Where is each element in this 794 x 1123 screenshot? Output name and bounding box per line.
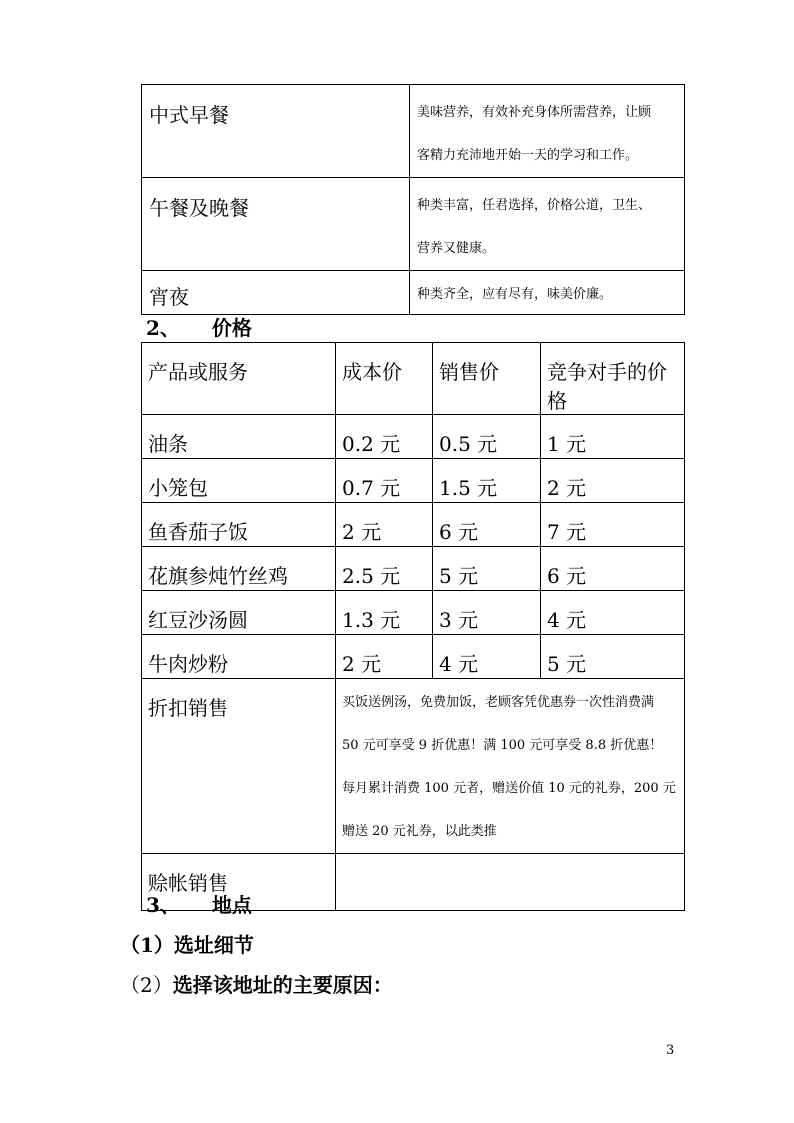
menu-desc-line: 客精力充沛地开始一天的学习和工作。 [417,148,639,163]
product-cell: 牛肉炒粉 [142,635,336,679]
page-number: 3 [666,1043,675,1058]
price-row [142,547,685,591]
credit-value [336,854,685,911]
competitor-cell: 2 元 [541,459,685,503]
menu-desc-line: 种类齐全，应有尽有，味美价廉。 [417,287,613,302]
sale-cell: 5 元 [433,547,541,591]
discount-line: 50 元可享受 9 折优惠！满 100 元可享受 8.8 折优惠！ [342,738,663,753]
cost-cell: 2.5 元 [336,547,433,591]
product-cell: 油条 [142,415,336,459]
product-cell: 鱼香茄子饭 [142,503,336,547]
price-row [142,415,685,459]
price-row [142,503,685,547]
sale-cell: 1.5 元 [433,459,541,503]
menu-desc [410,178,685,271]
menu-name: 宵夜 [142,271,410,315]
menu-desc [410,85,685,178]
menu-name: 中式早餐 [142,85,410,178]
cost-cell: 2 元 [336,503,433,547]
price-row [142,591,685,635]
price-row [142,459,685,503]
sale-cell: 0.5 元 [433,415,541,459]
header-cell: 产品或服务 [142,343,336,415]
menu-name: 午餐及晚餐 [142,178,410,271]
sub1-heading [120,929,254,958]
discount-desc [336,679,685,854]
sub1-title: 选址细节 [173,933,254,957]
cost-cell: 0.7 元 [336,459,433,503]
menu-row [142,85,685,178]
header-cell: 竞争对手的价格 [541,343,685,415]
sale-cell: 3 元 [433,591,541,635]
competitor-cell: 4 元 [541,591,685,635]
section3-number: 3、 [146,893,180,917]
menu-desc-line: 种类丰富，任君选择，价格公道，卫生、 [417,198,652,213]
cost-cell: 2 元 [336,635,433,679]
section3-heading [146,889,252,918]
sale-cell: 4 元 [433,635,541,679]
sub2-number: （2） [120,973,173,997]
discount-line: 买饭送例汤，免费加饭，老顾客凭优惠券一次性消费满 [342,695,655,710]
cost-cell: 0.2 元 [336,415,433,459]
section2-number: 2、 [146,316,180,340]
section2-title: 价格 [211,316,252,340]
competitor-cell: 7 元 [541,503,685,547]
sub2-title: 选择该地址的主要原因： [172,973,393,997]
menu-desc-line: 美味营养，有效补充身体所需营养，让顾 [417,105,652,120]
menu-row [142,178,685,271]
sale-cell: 6 元 [433,503,541,547]
price-table [141,342,685,911]
sub2-heading [120,969,393,998]
credit-label: 赊帐销售 [142,854,336,911]
section2-heading [146,312,252,341]
discount-line: 每月累计消费 100 元者，赠送价值 10 元的礼券，200 元 [342,781,676,796]
discount-row [142,679,685,854]
competitor-cell: 6 元 [541,547,685,591]
product-cell: 红豆沙汤圆 [142,591,336,635]
product-cell: 花旗参炖竹丝鸡 [142,547,336,591]
competitor-cell: 5 元 [541,635,685,679]
product-cell: 小笼包 [142,459,336,503]
header-cell: 成本价 [336,343,433,415]
sub1-number: （1） [120,933,174,957]
header-cell: 销售价 [433,343,541,415]
menu-table [141,84,685,315]
price-row [142,635,685,679]
discount-line: 赠送 20 元礼券，以此类推 [342,824,497,839]
competitor-cell: 1 元 [541,415,685,459]
menu-row [142,271,685,315]
price-header-row [142,343,685,415]
menu-desc [410,271,685,315]
menu-desc-line: 营养又健康。 [417,241,496,256]
section3-title: 地点 [211,893,252,917]
cost-cell: 1.3 元 [336,591,433,635]
discount-label: 折扣销售 [142,679,336,854]
